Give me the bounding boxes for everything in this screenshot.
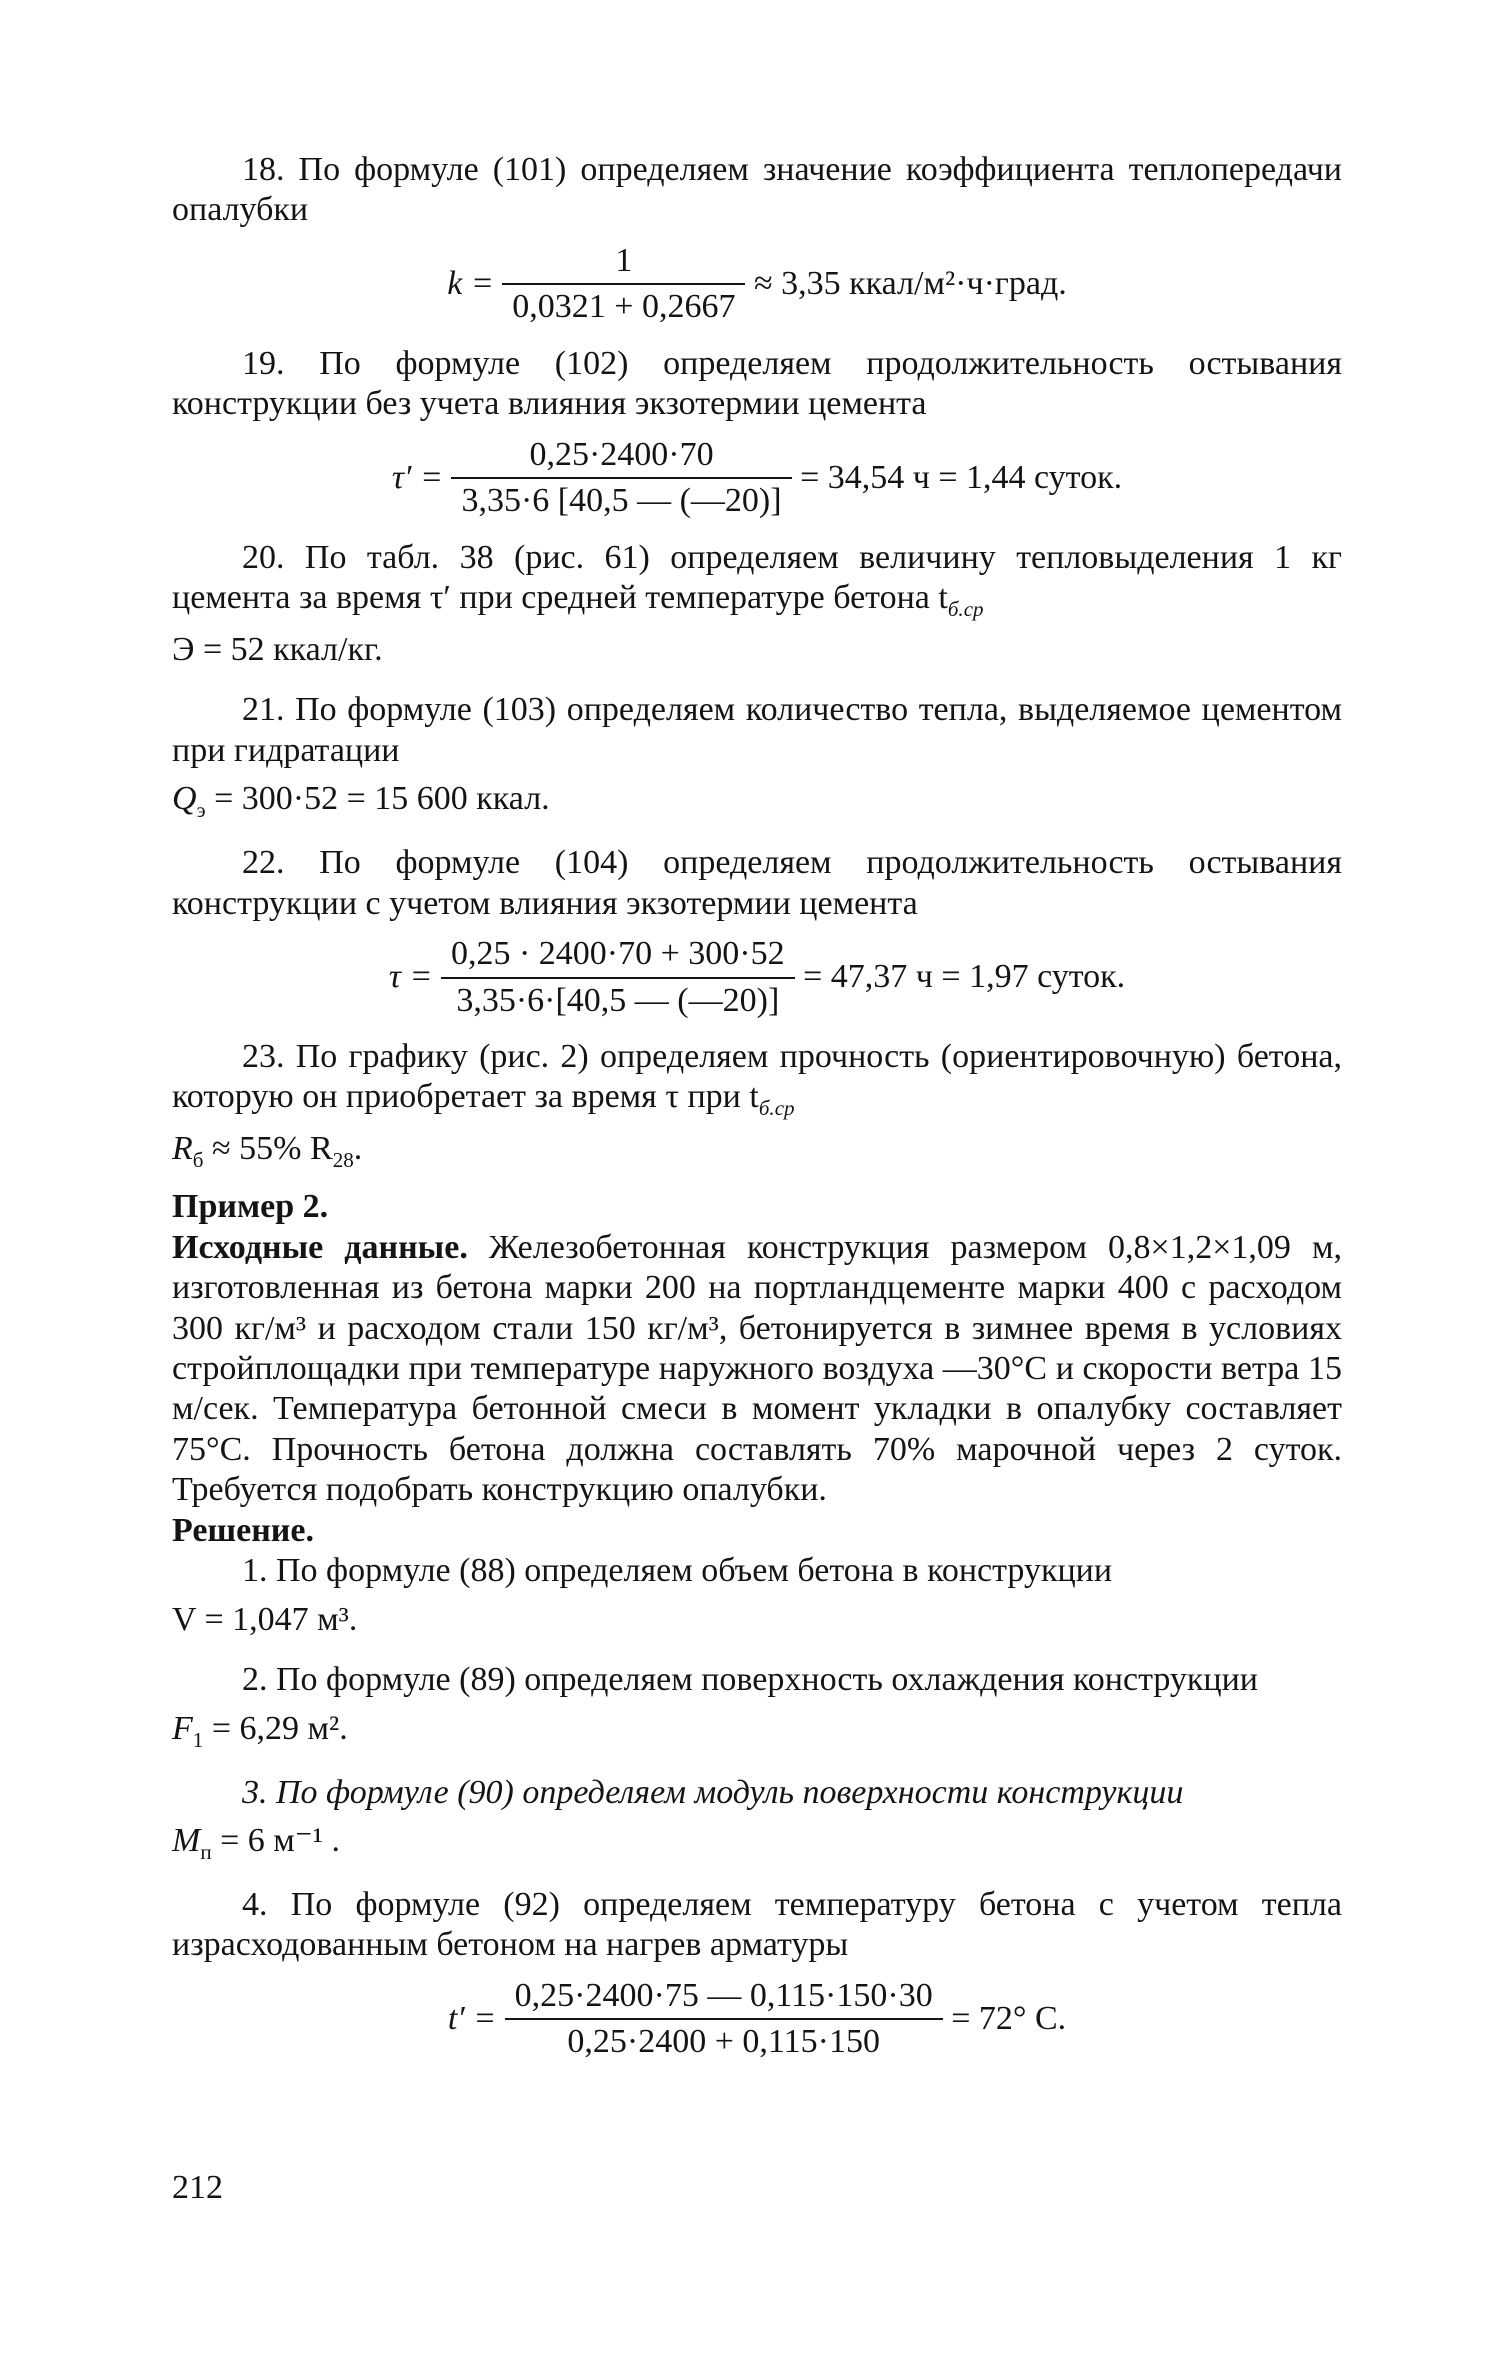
formula-22 [172,934,1342,1021]
example-title: Пример 2. [172,1188,329,1226]
formula-18-rhs: ≈ 3,35 ккал/м²·ч·град. [753,265,1067,303]
step-23-text [172,1037,1342,1121]
formula-21-rhs: = 300·52 = 15 600 ккал. [205,780,550,818]
formula-18-numerator: 1 [502,241,745,285]
formula-s4-fraction [505,1976,943,2063]
step-18-text: 18. По формуле (101) определяем значение коэффициента теплопередачи опалубки [172,151,1342,229]
solution-3-text: 3. По формуле (90) определяем модуль поверхности конструкции [242,1773,1184,1811]
step-23-body: 23. По графику (рис. 2) определяем прочность (ориентировочную) бетона, которую он приобретает за время τ при t [172,1038,1342,1116]
formula-21-sub: э [196,798,206,823]
formula-18-lhs: k = [447,265,494,303]
formula-23 [172,1129,1342,1173]
step-20-body: 20. По табл. 38 (рис. 61) определяем величину тепловыделения 1 кг цемента за время τ′ при средней температуре бетона t [172,538,1342,617]
formula-s4-rhs: = 72° С. [951,1999,1067,2037]
formula-22-fraction [441,934,795,1021]
formula-s3-lhs: M [172,1821,201,1859]
formula-21 [172,779,1342,823]
formula-19-rhs: = 34,54 ч = 1,44 суток. [800,458,1123,496]
formula-23-sub2: 28 [332,1148,354,1173]
formula-22-numerator: 0,25 · 2400·70 + 300·52 [441,934,795,978]
formula-21-lhs: Q [172,780,197,818]
formula-19-fraction [451,435,791,522]
step-19-text: 19. По формуле (102) определяем продолжительность остывания конструкции без учета влияния экзотермии цемента [172,344,1342,423]
formula-s2 [172,1709,1342,1753]
formula-19-lhs: τ′ = [391,458,443,496]
text-column [172,150,1342,2079]
solution-4-text: 4. По формуле (92) определяем температуру бетона с учетом тепла израсходованным бетоном на нагрев арматуры [172,1885,1342,1964]
formula-22-rhs: = 47,37 ч = 1,97 суток. [803,958,1126,996]
formula-23-mid: ≈ 55% R [203,1130,333,1168]
formula-s1: V = 1,047 м³. [172,1600,358,1638]
formula-22-denominator: 3,35·6·[40,5 — (—20)] [456,981,780,1019]
step-21-text: 21. По формуле (103) определяем количество тепла, выделяемое цементом при гидратации [172,691,1342,769]
formula-s4-numerator: 0,25·2400·75 — 0,115·150·30 [505,1976,943,2020]
formula-19-numerator: 0,25·2400·70 [451,435,791,479]
formula-18-fraction [502,241,745,328]
formula-s2-rhs: = 6,29 м². [203,1709,348,1747]
formula-19-denominator: 3,35·6 [40,5 — (—20)] [461,482,782,520]
formula-s4-lhs: t′ = [447,1999,497,2037]
formula-22-lhs: τ = [388,958,433,996]
step-23-subscript: б.ср [758,1096,795,1121]
solution-2-text: 2. По формуле (89) определяем поверхность охлаждения конструкции [242,1661,1258,1699]
formula-23-lhs: R [172,1130,193,1168]
given-label: Исходные данные. [172,1228,468,1266]
formula-18 [172,241,1342,328]
formula-s3 [172,1821,1342,1865]
formula-s2-lhs: F [172,1709,193,1747]
solution-1-text: 1. По формуле (88) определяем объем бетона в конструкции [242,1552,1113,1590]
example-given [172,1228,1342,1511]
step-20-subscript: б.ср [947,596,984,621]
formula-s4-denominator: 0,25·2400 + 0,115·150 [567,2023,880,2061]
formula-23-end: . [353,1130,363,1168]
formula-18-denominator: 0,0321 + 0,2667 [512,288,736,326]
page-number: 212 [172,2169,223,2206]
formula-s3-rhs: = 6 м⁻¹ . [211,1821,340,1859]
formula-s3-sub: п [200,1839,212,1864]
step-22-text: 22. По формуле (104) определяем продолжительность остывания конструкции с учетом влияния экзотермии цемента [172,844,1342,922]
formula-23-sub1: б [192,1148,204,1173]
step-20-text [172,538,1342,622]
formula-s2-sub: 1 [192,1727,204,1752]
solution-label: Решение. [172,1511,314,1549]
formula-s4 [172,1976,1342,2063]
formula-20: Э = 52 ккал/кг. [172,630,383,668]
formula-19 [172,435,1342,522]
given-text: Железобетонная конструкция размером 0,8×1,2×1,09 м, изготовленная из бетона марки 200 на портландцементе марки 400 с расходом 300 кг/м³ и расходом стали 150 кг/м³, бетонируется в зимнее время в условиях стройплощадки при температуре наружного воздуха —30°С и скорости ветра 15 м/сек. Температура бетонной смеси в момент укладки в опалубку составляет 75°С. Прочность бетона должна составлять 70% марочной через 2 суток. Требуется подобрать конструкцию опалубки. [172,1228,1342,1509]
